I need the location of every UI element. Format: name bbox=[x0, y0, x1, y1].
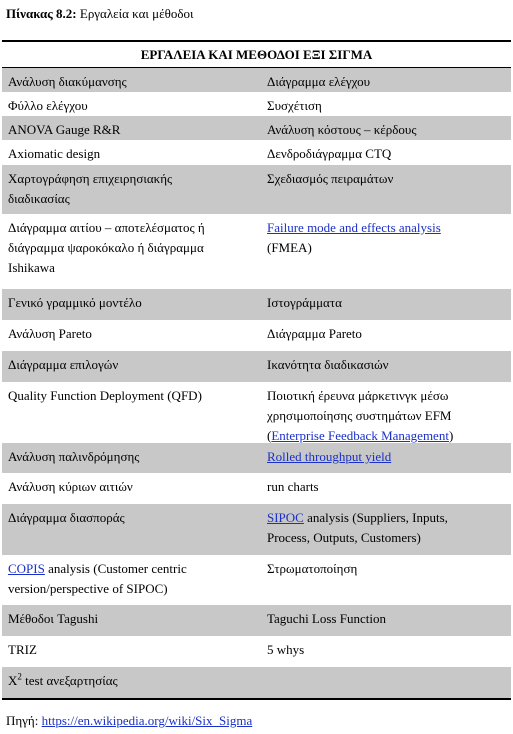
table-row bbox=[2, 636, 511, 667]
cell-tool-right bbox=[261, 214, 511, 289]
table-row bbox=[2, 320, 511, 351]
cell-tool-right bbox=[261, 382, 511, 443]
cell-text: 2 bbox=[17, 671, 22, 682]
cell-text: διαδικασίας bbox=[8, 191, 70, 206]
cell-tool-left bbox=[2, 504, 261, 555]
cell-tool-left bbox=[2, 140, 261, 165]
cell-text: ANOVA Gauge R&R bbox=[8, 122, 121, 137]
cell-tool-right bbox=[261, 555, 511, 605]
cell-tool-right bbox=[261, 636, 511, 667]
cell-text: (FMEA) bbox=[267, 240, 312, 255]
cell-link[interactable]: COPIS bbox=[8, 561, 45, 576]
table-row bbox=[2, 382, 511, 443]
table-body bbox=[2, 68, 511, 698]
cell-text: Ικανότητα διαδικασιών bbox=[267, 357, 389, 372]
table-caption bbox=[6, 6, 193, 22]
table-row bbox=[2, 68, 511, 92]
cell-tool-right bbox=[261, 68, 511, 92]
cell-text: Διάγραμμα επιλογών bbox=[8, 357, 119, 372]
table-row bbox=[2, 214, 511, 289]
cell-tool-right bbox=[261, 443, 511, 473]
cell-text: Συσχέτιση bbox=[267, 98, 322, 113]
cell-tool-left bbox=[2, 667, 261, 698]
cell-tool-right bbox=[261, 504, 511, 555]
cell-text: Ιστογράμματα bbox=[267, 295, 342, 310]
cell-text: Axiomatic design bbox=[8, 146, 101, 161]
cell-tool-right bbox=[261, 165, 511, 214]
cell-tool-left bbox=[2, 92, 261, 116]
table-row bbox=[2, 443, 511, 473]
cell-tool-left bbox=[2, 214, 261, 289]
cell-text: Διάγραμμα ελέγχου bbox=[267, 74, 371, 89]
cell-tool-right bbox=[261, 140, 511, 165]
cell-tool-left bbox=[2, 555, 261, 605]
cell-tool-right bbox=[261, 667, 511, 698]
cell-text: Διάγραμμα αιτίου – αποτελέσματος ή bbox=[8, 220, 205, 235]
cell-link[interactable]: Rolled throughput yield bbox=[267, 449, 392, 464]
table-row bbox=[2, 140, 511, 165]
cell-tool-right bbox=[261, 92, 511, 116]
caption-label: Πίνακας 8.2: bbox=[6, 6, 77, 21]
cell-text: Γενικό γραμμικό μοντέλο bbox=[8, 295, 142, 310]
cell-text: Δενδροδιάγραμμα CTQ bbox=[267, 146, 392, 161]
table-row bbox=[2, 667, 511, 698]
cell-link[interactable]: Failure mode and effects analysis bbox=[267, 220, 441, 235]
table-row bbox=[2, 473, 511, 504]
cell-text: Σχεδιασμός πειραμάτων bbox=[267, 171, 394, 186]
cell-text: Quality Function Deployment (QFD) bbox=[8, 388, 202, 403]
source-link[interactable]: https://en.wikipedia.org/wiki/Six_Sigma bbox=[41, 713, 253, 728]
table-row bbox=[2, 165, 511, 214]
cell-text: version/perspective of SIPOC) bbox=[8, 581, 168, 596]
cell-text: ) bbox=[448, 428, 454, 443]
table-row bbox=[2, 92, 511, 116]
cell-link[interactable]: Enterprise Feedback Management bbox=[271, 428, 449, 443]
table-row bbox=[2, 116, 511, 140]
cell-text: Ποιοτική έρευνα μάρκετινγκ μέσω bbox=[267, 388, 449, 403]
caption-text: Εργαλεία και μέθοδοι bbox=[76, 6, 194, 21]
cell-tool-left bbox=[2, 116, 261, 140]
cell-tool-left bbox=[2, 473, 261, 504]
cell-tool-left bbox=[2, 68, 261, 92]
cell-tool-left bbox=[2, 320, 261, 351]
source-label: Πηγή: bbox=[6, 713, 42, 728]
cell-text: Ishikawa bbox=[8, 260, 55, 275]
cell-link[interactable]: SIPOC bbox=[267, 510, 304, 525]
cell-tool-left bbox=[2, 289, 261, 320]
cell-tool-right bbox=[261, 116, 511, 140]
cell-text: Ανάλυση διακύμανσης bbox=[8, 74, 127, 89]
cell-text: Φύλλο ελέγχου bbox=[8, 98, 88, 113]
cell-text: Ανάλυση Pareto bbox=[8, 326, 92, 341]
cell-tool-left bbox=[2, 605, 261, 636]
cell-tool-right bbox=[261, 289, 511, 320]
cell-text: Ανάλυση κόστους – κέρδους bbox=[267, 122, 417, 137]
cell-text: ( bbox=[267, 428, 272, 443]
cell-text: χρησιμοποίησης συστημάτων EFM bbox=[267, 408, 452, 423]
tools-table bbox=[2, 40, 511, 700]
source-line bbox=[6, 713, 252, 729]
table-header: ΕΡΓΑΛΕΙΑ ΚΑΙ ΜΕΘΟΔΟΙ ΕΞΙ ΣΙΓΜΑ bbox=[2, 42, 511, 68]
cell-text: analysis (Customer centric bbox=[44, 561, 187, 576]
cell-text: Στρωματοποίηση bbox=[267, 561, 358, 576]
cell-tool-left bbox=[2, 351, 261, 382]
cell-text: analysis (Suppliers, Inputs, bbox=[303, 510, 448, 525]
cell-text: Ανάλυση παλινδρόμησης bbox=[8, 449, 140, 464]
cell-text: Διάγραμμα Pareto bbox=[267, 326, 362, 341]
cell-text: διάγραμμα ψαροκόκαλο ή διάγραμμα bbox=[8, 240, 204, 255]
cell-tool-right bbox=[261, 320, 511, 351]
cell-text: 5 whys bbox=[267, 642, 305, 657]
cell-text: TRIZ bbox=[8, 642, 37, 657]
cell-tool-right bbox=[261, 605, 511, 636]
cell-tool-right bbox=[261, 351, 511, 382]
cell-text: Μέθοδοι Tagushi bbox=[8, 611, 99, 626]
cell-text: test ανεξαρτησίας bbox=[21, 673, 118, 688]
table-row bbox=[2, 555, 511, 605]
cell-tool-left bbox=[2, 382, 261, 443]
cell-tool-left bbox=[2, 443, 261, 473]
cell-text: run charts bbox=[267, 479, 319, 494]
table-row bbox=[2, 605, 511, 636]
cell-tool-right bbox=[261, 473, 511, 504]
cell-tool-left bbox=[2, 636, 261, 667]
cell-tool-left bbox=[2, 165, 261, 214]
cell-text: X bbox=[8, 673, 18, 688]
cell-text: Ανάλυση κύριων αιτιών bbox=[8, 479, 133, 494]
cell-text: Taguchi Loss Function bbox=[267, 611, 386, 626]
table-row bbox=[2, 289, 511, 320]
table-row bbox=[2, 351, 511, 382]
cell-text: Χαρτογράφηση επιχειρησιακής bbox=[8, 171, 173, 186]
cell-text: Process, Outputs, Customers) bbox=[267, 530, 421, 545]
table-row bbox=[2, 504, 511, 555]
cell-text: Διάγραμμα διασποράς bbox=[8, 510, 125, 525]
